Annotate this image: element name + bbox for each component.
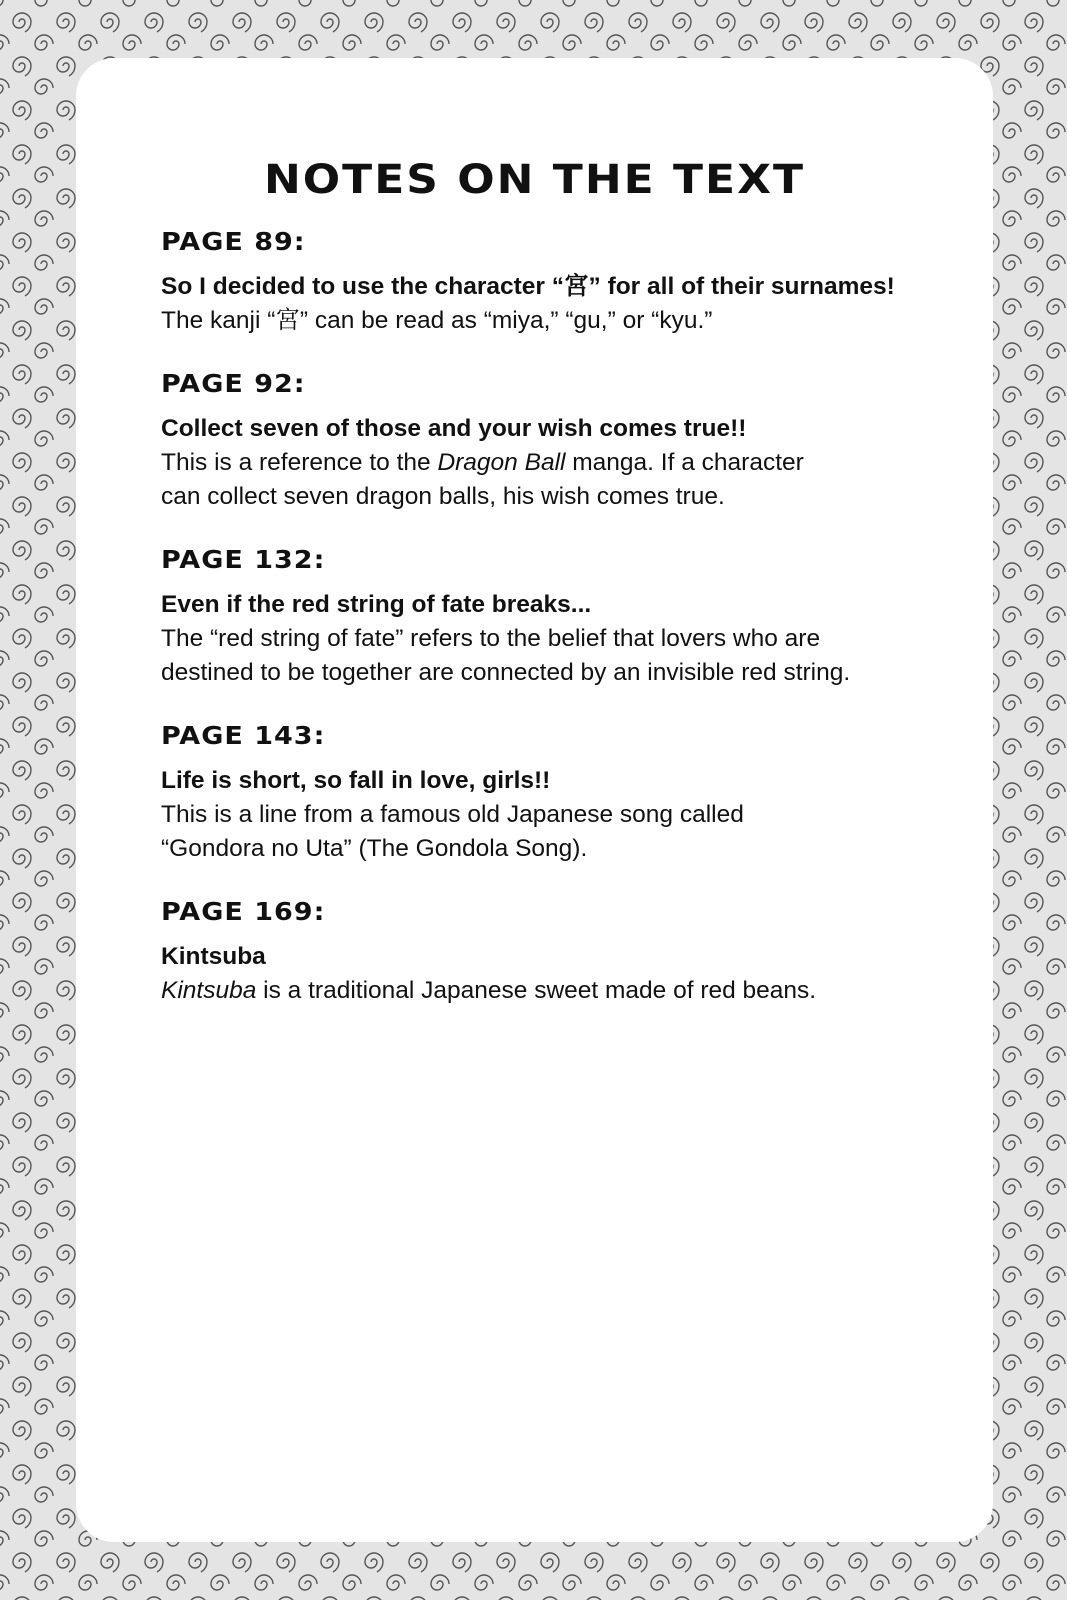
note-page-label: PAGE 169: [161, 897, 326, 927]
note-page-132 [161, 544, 961, 690]
note-heading: Life is short, so fall in love, girls!! [161, 767, 551, 794]
page-title: NOTES ON THE TEXT [263, 156, 806, 203]
note-page-89 [161, 226, 961, 338]
note-body-line: The kanji “宮” can be read as “miya,” “gu,” or “kyu.” [161, 307, 713, 334]
note-body-line: can collect seven dragon balls, his wish comes true. [161, 483, 725, 510]
note-body-line [161, 446, 961, 480]
note-page-label: PAGE 92: [161, 369, 306, 399]
note-heading: Collect seven of those and your wish comes true!! [161, 415, 747, 442]
note-heading: Even if the red string of fate breaks... [161, 591, 592, 618]
note-heading: So I decided to use the character “宮” for all of their surnames! [161, 273, 895, 300]
note-page-label: PAGE 89: [161, 227, 306, 257]
note-body-line: This is a line from a famous old Japanese song called [161, 801, 744, 828]
note-body-text: This is a reference to the [161, 449, 438, 476]
note-body-line: destined to be together are connected by an invisible red string. [161, 659, 851, 686]
notes-list [161, 226, 961, 1008]
note-page-label: PAGE 132: [161, 545, 326, 575]
note-body-text: manga. If a character [565, 449, 804, 476]
note-body-title: Dragon Ball [437, 449, 566, 476]
note-body-title: Kintsuba [161, 977, 257, 1004]
note-body-line: The “red string of fate” refers to the belief that lovers who are [161, 625, 821, 652]
note-heading: Kintsuba [161, 943, 266, 970]
note-page-92 [161, 368, 961, 514]
notes-panel [76, 58, 993, 1542]
note-page-label: PAGE 143: [161, 721, 326, 751]
note-page-169 [161, 896, 961, 1008]
note-body-text: is a traditional Japanese sweet made of red beans. [256, 977, 817, 1004]
note-page-143 [161, 720, 961, 866]
note-body-line: “Gondora no Uta” (The Gondola Song). [161, 835, 588, 862]
note-body-line [161, 974, 961, 1008]
